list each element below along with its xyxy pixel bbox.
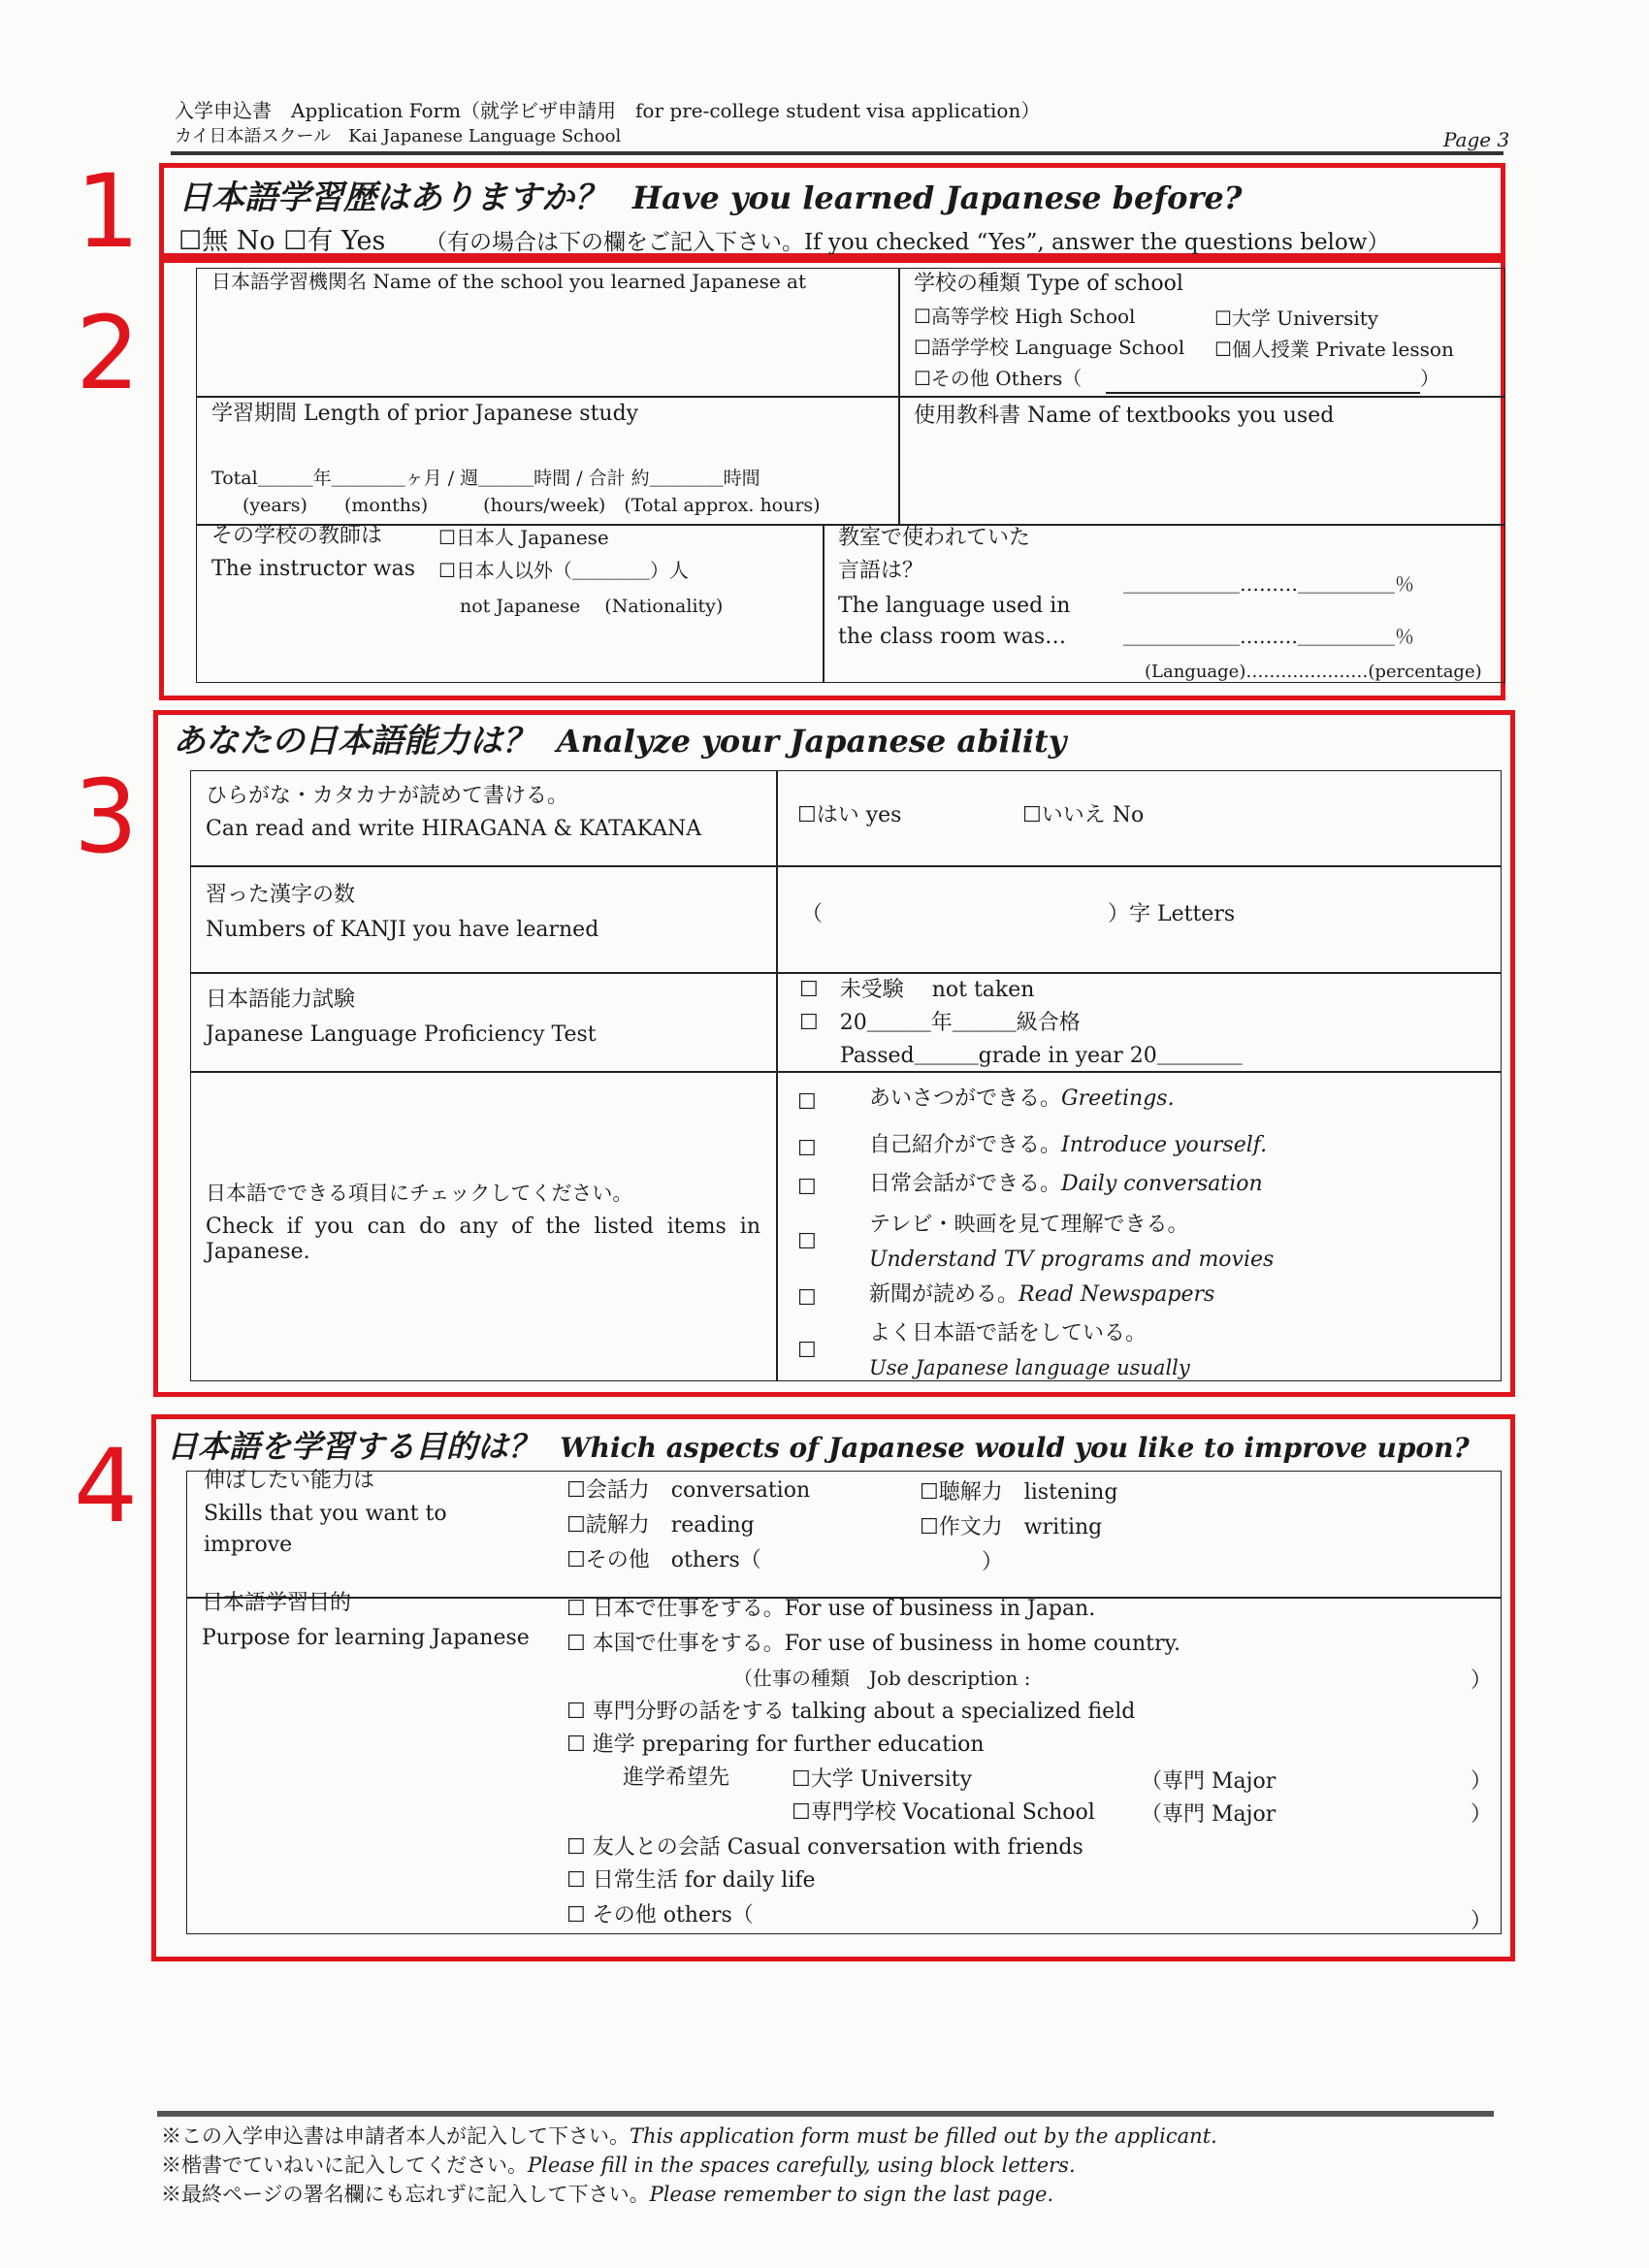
s3-can-do-item-greetings: あいさつができる。Greetings. xyxy=(869,1086,1175,1111)
s3-jlpt-label-en: Japanese Language Proficiency Test xyxy=(206,1022,597,1047)
s4-skill-writing[interactable]: ☐作文力 writing xyxy=(920,1515,1103,1539)
s3-can-do-item-newspapers: 新聞が読める。Read Newspapers xyxy=(869,1282,1215,1307)
s2-class-language-jp-2: 言語は？ xyxy=(838,559,924,583)
s4-destination-vocational[interactable]: ☐専門学校 Vocational School xyxy=(792,1800,1095,1825)
s4-skill-conversation[interactable]: ☐会話力 conversation xyxy=(566,1478,811,1503)
s4-skill-listening[interactable]: ☐聴解力 listening xyxy=(920,1480,1118,1505)
s3-can-do-checkbox-tv[interactable]: ☐ xyxy=(797,1230,817,1254)
s4-skill-reading[interactable]: ☐読解力 reading xyxy=(566,1513,755,1538)
s4-title-jp: 日本語を学習する目的は？ xyxy=(167,1428,540,1465)
s2-length-label: 学習期間 Length of prior Japanese study xyxy=(211,402,639,426)
s3-kana-yes-checkbox[interactable]: ☐はい yes xyxy=(797,803,902,827)
s2-type-high-school[interactable]: ☐高等学校 High School xyxy=(914,305,1136,328)
s3-can-do-checkbox-usually[interactable]: ☐ xyxy=(797,1339,817,1363)
s2-type-private-lesson[interactable]: ☐個人授業 Private lesson xyxy=(1214,338,1454,361)
s3-kana-label-jp: ひらがな・カタカナが読めて書ける。 xyxy=(206,784,569,808)
s3-kanji-letters: ）字 Letters xyxy=(1108,902,1236,926)
s4-skill-others-close: ） xyxy=(982,1550,1004,1574)
s3-can-do-item-usually-en: Use Japanese language usually xyxy=(869,1356,1190,1379)
s4-purpose-others[interactable]: ☐ その他 others（ xyxy=(566,1903,754,1928)
section-marker-3: 3 xyxy=(74,758,139,876)
s3-can-do-checkbox-newspapers[interactable]: ☐ xyxy=(797,1286,817,1311)
s4-education-destination: 進学希望先 xyxy=(623,1766,730,1790)
section-marker-1: 1 xyxy=(76,152,141,271)
form-header-title: 入学申込書 Application Form（就学ビザ申請用 for pre-college student visa application） xyxy=(175,99,1041,122)
s1-title xyxy=(178,171,1242,218)
s3-can-do-item-usually-jp: よく日本語で話をしている。 xyxy=(869,1321,1148,1345)
s1-title-en: Have you learned Japanese before? xyxy=(631,179,1243,216)
s4-vocational-major[interactable]: （専門 Major xyxy=(1141,1802,1277,1827)
s4-destination-university[interactable]: ☐大学 University xyxy=(792,1767,973,1792)
s2-type-others-line xyxy=(1106,392,1420,394)
s4-purpose-business-japan[interactable]: ☐ 日本で仕事をする。For use of business in Japan. xyxy=(566,1597,1096,1621)
s1-no-checkbox[interactable]: ☐無 No xyxy=(178,226,275,256)
section-marker-4: 4 xyxy=(74,1427,139,1545)
s3-can-do-checkbox-introduce[interactable]: ☐ xyxy=(797,1137,817,1161)
s2-instructor-label-jp: その学校の教師は xyxy=(211,524,383,548)
s2-row-divider-1 xyxy=(196,396,1505,398)
s1-title-jp: 日本語学習歴はありますか？ xyxy=(178,178,607,217)
s4-university-major-close: ） xyxy=(1471,1769,1493,1794)
s2-length-fields[interactable]: Total＿＿＿年＿＿＿＿ヶ月 / 週＿＿＿時間 / 合計 約＿＿＿＿時間 xyxy=(211,468,760,489)
header-divider xyxy=(171,151,1504,155)
s2-vdivider-bottom xyxy=(823,524,824,683)
s2-textbooks-label: 使用教科書 Name of textbooks you used xyxy=(914,404,1335,428)
footer-divider xyxy=(157,2111,1494,2117)
s3-title-en: Analyze your Japanese ability xyxy=(556,723,1067,760)
s2-type-university[interactable]: ☐大学 University xyxy=(1214,307,1379,330)
s3-title-jp: あなたの日本語能力は？ xyxy=(173,722,535,761)
s3-can-do-item-introduce: 自己紹介ができる。Introduce yourself. xyxy=(869,1133,1268,1157)
section-marker-2: 2 xyxy=(76,294,141,412)
s2-type-others-close: ） xyxy=(1420,367,1439,390)
s4-purpose-business-home[interactable]: ☐ 本国で仕事をする。For use of business in home country. xyxy=(566,1632,1180,1656)
s4-job-description-close: ） xyxy=(1471,1669,1493,1693)
s4-skills-label-en-2: improve xyxy=(204,1533,293,1557)
s3-kana-label-en: Can read and write HIRAGANA & KATAKANA xyxy=(206,817,702,841)
school-name-header: カイ日本語スクール Kai Japanese Language School xyxy=(175,126,622,146)
s3-vdivider xyxy=(776,770,778,1381)
s1-yes-checkbox[interactable]: ☐有 Yes xyxy=(283,226,386,256)
s4-purpose-casual-conversation[interactable]: ☐ 友人との会話 Casual conversation with friends xyxy=(566,1835,1083,1860)
s3-jlpt-passed-en[interactable]: Passed＿＿＿grade in year 20＿＿＿＿ xyxy=(840,1044,1243,1068)
s2-type-others[interactable]: ☐その他 Others（ xyxy=(914,367,1083,390)
s4-purpose-further-education[interactable]: ☐ 進学 preparing for further education xyxy=(566,1733,985,1757)
s3-jlpt-label-jp: 日本語能力試験 xyxy=(206,988,356,1012)
s3-can-do-checkbox-greetings[interactable]: ☐ xyxy=(797,1090,817,1115)
s4-skills-label-en-1: Skills that you want to xyxy=(204,1502,447,1526)
s4-skill-others[interactable]: ☐その他 others（ xyxy=(566,1548,761,1572)
s3-jlpt-not-taken[interactable]: ☐ 未受験 not taken xyxy=(799,978,1035,1002)
s2-language-units: (Language)…………………(percentage) xyxy=(1145,662,1482,682)
s2-school-type-label: 学校の種類 Type of school xyxy=(914,272,1183,296)
s2-class-language-jp-1: 教室で使われていた xyxy=(838,526,1031,550)
s3-can-do-item-tv-en: Understand TV programs and movies xyxy=(869,1247,1275,1272)
s4-purpose-others-close: ） xyxy=(1471,1909,1493,1933)
s3-can-do-checkbox-daily[interactable]: ☐ xyxy=(797,1176,817,1200)
s2-instructor-nationality-caption: not Japanese (Nationality) xyxy=(460,596,724,617)
s3-kanji-label-en: Numbers of KANJI you have learned xyxy=(206,918,599,942)
s3-can-do-item-tv-jp: テレビ・映画を見て理解できる。 xyxy=(869,1213,1189,1237)
s2-class-language-en-2: the class room was… xyxy=(838,625,1067,649)
s3-title xyxy=(173,714,1066,761)
s2-instructor-not-japanese[interactable]: ☐日本人以外（＿＿＿＿）人 xyxy=(438,559,689,582)
s3-row-divider-3 xyxy=(190,1071,1502,1073)
s2-class-language-en-1: The language used in xyxy=(838,594,1071,618)
s2-type-language-school[interactable]: ☐語学学校 Language School xyxy=(914,336,1185,359)
s2-school-name-label: 日本語学習機関名 Name of the school you learned Japanese at xyxy=(211,270,807,293)
s1-options xyxy=(178,219,1389,257)
s4-university-major[interactable]: （専門 Major xyxy=(1141,1769,1277,1794)
s4-purpose-label-en: Purpose for learning Japanese xyxy=(202,1626,530,1650)
s2-instructor-label-en: The instructor was xyxy=(211,557,416,581)
s3-can-do-label-jp: 日本語でできる項目にチェックしてください。 xyxy=(206,1182,633,1205)
footer-note-2: ※楷書でていねいに記入してください。Please fill in the spaces carefully, using block letters. xyxy=(161,2154,1076,2177)
s4-vocational-major-close: ） xyxy=(1471,1802,1493,1827)
s3-can-do-item-daily: 日常会話ができる。Daily conversation xyxy=(869,1172,1263,1196)
s4-purpose-label-jp: 日本語学習目的 xyxy=(202,1591,352,1615)
s3-can-do-label-en: Check if you can do any of the listed items in Japanese. xyxy=(206,1215,760,1265)
s3-kanji-count-input[interactable] xyxy=(844,898,1106,931)
s4-skills-label-jp: 伸ばしたい能力は xyxy=(204,1469,375,1493)
s1-note: （有の場合は下の欄をご記入下さい。If you checked “Yes”, answer the questions below） xyxy=(424,230,1390,255)
s3-kanji-label-jp: 習った漢字の数 xyxy=(206,883,356,907)
s3-jlpt-passed[interactable]: ☐ 20＿＿＿年＿＿＿級合格 xyxy=(799,1011,1081,1035)
footer-note-1: ※この入学申込書は申請者本人が記入して下さい。This application form must be filled out by the applicant. xyxy=(161,2124,1217,2148)
s2-language-percent-row-2[interactable]: ＿＿＿＿＿＿………＿＿＿＿＿％ xyxy=(1123,625,1414,648)
s3-kanji-open-paren: （ xyxy=(801,902,824,926)
s3-row-divider-1 xyxy=(190,865,1502,867)
s2-length-units: (years) (months) (hours/week) (Total approx. hours) xyxy=(242,495,821,516)
s4-purpose-specialized[interactable]: ☐ 専門分野の話をする talking about a specialized field xyxy=(566,1700,1136,1724)
s4-title-en: Which aspects of Japanese would you like to improve upon? xyxy=(560,1432,1470,1464)
s4-job-description[interactable]: （仕事の種類 Job description : xyxy=(733,1667,1031,1690)
footer-note-3: ※最終ページの署名欄にも忘れずに記入して下さい。Please remember to sign the last page. xyxy=(161,2183,1054,2206)
s3-table xyxy=(190,770,1502,1381)
page-number: Page 3 xyxy=(1443,128,1510,151)
s3-kana-no-checkbox[interactable]: ☐いいえ No xyxy=(1022,803,1145,827)
s4-purpose-daily-life[interactable]: ☐ 日常生活 for daily life xyxy=(566,1868,816,1893)
s2-instructor-japanese[interactable]: ☐日本人 Japanese xyxy=(438,526,609,549)
s3-row-divider-2 xyxy=(190,972,1502,974)
s4-title xyxy=(167,1422,1470,1467)
s2-language-percent-row-1[interactable]: ＿＿＿＿＿＿………＿＿＿＿＿％ xyxy=(1123,572,1414,596)
